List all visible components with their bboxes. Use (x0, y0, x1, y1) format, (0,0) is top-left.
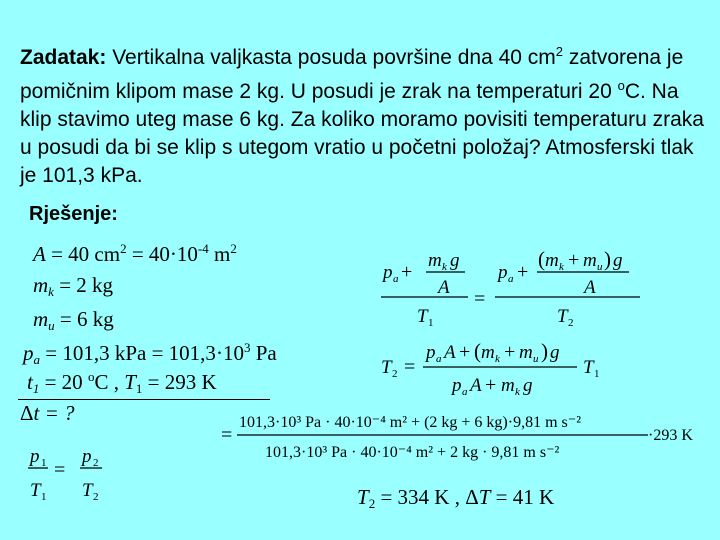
problem-text-part: zatvorena je pomičnim klipom mase 2 kg. U posudi je zrak na temperaturi 20 (20, 46, 684, 103)
T-symbol: T (30, 480, 41, 501)
solution-heading: Rješenje: (29, 203, 118, 225)
subscript: k (495, 353, 500, 365)
subscript: u (533, 353, 539, 365)
subscript: 1 (428, 317, 434, 329)
g-symbol: g (613, 250, 623, 271)
symbol: T (124, 370, 136, 394)
denominator-text: 101,3·10³ Pa · 40·10⁻⁴ m² + 2 kg · 9,81 m s⁻² (265, 444, 560, 461)
degree-mark: o (617, 78, 625, 93)
p-symbol: p (452, 375, 462, 396)
value-text: = 101,3 kPa = 101,3 (40, 341, 216, 365)
T-symbol: T (381, 357, 392, 378)
T-symbol: T (417, 306, 428, 327)
subscript: k (515, 386, 520, 398)
subscript: k (48, 284, 54, 299)
value-text: = 20 (39, 370, 88, 394)
p-symbol: p (426, 342, 436, 363)
paren: ) (604, 247, 611, 271)
equals-sign: = (474, 288, 486, 310)
A-symbol: A (438, 277, 450, 298)
subscript: 2 (392, 368, 398, 380)
subscript: 1 (135, 381, 143, 396)
plus-sign: + (401, 261, 413, 283)
superscript: -4 (197, 241, 209, 256)
symbol: m (33, 273, 49, 297)
given-area: A = 40 $cm^2 = 40\cdot 10^{-4}$ $m^2$ (33, 241, 237, 266)
value-text: 10 (176, 242, 198, 266)
subscript: k (442, 261, 447, 273)
problem-text-part: Vertikalna valjkasta posuda površine dna 40 cm (106, 46, 556, 69)
p-symbol: p (498, 262, 508, 283)
m-symbol: m (481, 342, 495, 363)
ideal-gas-ratio (28, 446, 102, 503)
subscript: a (462, 386, 468, 398)
subscript: 2 (93, 491, 99, 503)
T-symbol: T (583, 357, 594, 378)
subscript: u (48, 318, 55, 333)
g-symbol: g (523, 375, 533, 396)
superscript: 3 (243, 340, 251, 355)
symbol: p (23, 341, 34, 365)
plus-sign: + (504, 341, 516, 363)
p-symbol: p (82, 446, 92, 467)
plus-sign: + (485, 374, 497, 396)
T-symbol: T (82, 480, 93, 501)
numerator-text: 101,3·10³ Pa · 40·10⁻⁴ m² + (2 kg + 6 kg)·9,81 m s⁻² (239, 414, 581, 431)
symbol: m (33, 307, 49, 331)
problem-label: Zadatak: (20, 46, 107, 69)
m-symbol: m (545, 250, 559, 271)
degree-mark: o (87, 369, 95, 384)
symbol: T (357, 485, 369, 509)
value-text: = 2 kg (53, 273, 114, 297)
value-text: = 293 K (142, 370, 217, 394)
superscript: 2 (555, 44, 564, 59)
subscript: 1 (594, 368, 600, 380)
value-text: = 40 (126, 242, 170, 266)
subscript: k (559, 261, 564, 273)
paren: ) (541, 339, 548, 363)
paren: ( (538, 247, 545, 271)
numeric-substitution (221, 414, 693, 461)
symbol: t (27, 370, 33, 394)
subscript: 2 (93, 457, 99, 469)
subscript: 2 (368, 496, 376, 511)
plus-sign: + (568, 249, 580, 271)
m-symbol: m (583, 250, 597, 271)
equals-sign: = (54, 459, 66, 481)
subscript: 1 (32, 381, 40, 396)
subscript: 1 (41, 457, 47, 469)
equals-sign: = (221, 424, 233, 446)
value-text: 10 (222, 341, 244, 365)
m-symbol: m (428, 250, 442, 271)
subscript: 1 (41, 491, 47, 503)
multiplier-text: ·293 K (648, 427, 693, 444)
value-text: Pa (250, 341, 277, 365)
superscript: 2 (120, 241, 127, 256)
symbol: T (478, 485, 491, 509)
g-symbol: g (550, 342, 560, 363)
A-symbol: A (470, 375, 482, 396)
unknown-text: t = ? (33, 401, 75, 425)
m-symbol: m (501, 375, 515, 396)
value-text: C , (94, 370, 125, 394)
value-text: = 41 K (490, 485, 555, 509)
symbol: A (33, 242, 46, 266)
paren: ( (474, 339, 481, 363)
value-text: = 6 kg (54, 307, 114, 331)
plus-sign: + (517, 261, 529, 283)
subscript: a (393, 273, 399, 285)
value-text: = 40 cm (45, 242, 121, 266)
p-symbol: p (383, 262, 393, 283)
subscript: u (597, 261, 603, 273)
t2-formula (381, 339, 600, 398)
A-symbol: A (444, 342, 456, 363)
p-symbol: p (30, 446, 40, 467)
pressure-balance-equation (381, 247, 640, 329)
given-pressure: $p_a = 101,3$ kPa = $101,3\cdot 10^3$ Pa (23, 340, 277, 367)
value-text: = 334 K , (375, 485, 466, 509)
superscript: 2 (230, 241, 237, 256)
A-symbol: A (584, 277, 596, 298)
final-result (357, 485, 554, 512)
plus-sign: + (459, 341, 471, 363)
delta-symbol: Δ (465, 485, 479, 509)
subscript: a (436, 353, 442, 365)
g-symbol: g (450, 250, 460, 271)
subscript: 2 (568, 317, 574, 329)
equals-sign: = (404, 356, 416, 378)
problem-text-part: C. Na klip stavimo uteg mase 6 kg. Za koliko moramo povisiti temperaturu zraka u posudi da bi se klip s utegom vratio u početni položaj? Atmosferski tlak je 101,3 kPa. (20, 80, 704, 187)
subscript: a (33, 352, 40, 367)
subscript: a (508, 273, 514, 285)
T-symbol: T (557, 306, 568, 327)
m-symbol: m (519, 342, 533, 363)
value-text: m (208, 242, 231, 266)
delta-symbol: Δ (20, 401, 34, 425)
